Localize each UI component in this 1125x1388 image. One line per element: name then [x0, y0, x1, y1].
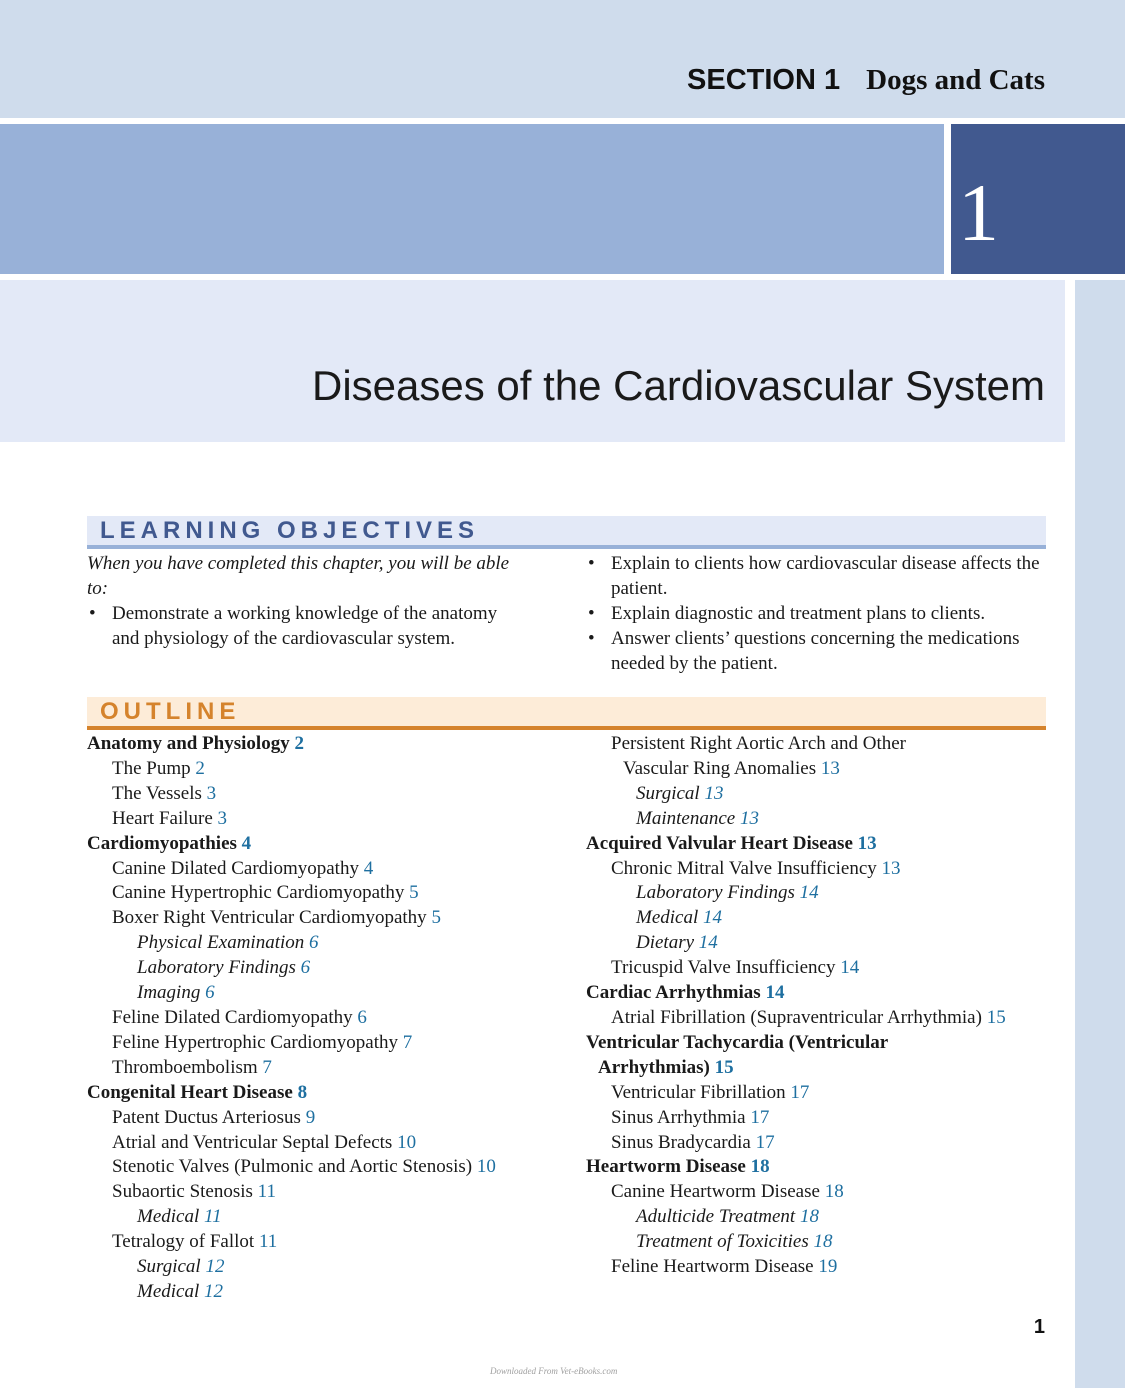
outline-page-number[interactable]: 12 [204, 1280, 224, 1302]
outline-entry-title: Anatomy and Physiology [87, 733, 290, 754]
outline-page-number[interactable]: 17 [790, 1081, 810, 1103]
outline-entry[interactable] [87, 782, 557, 807]
outline-entry-title: Cardiomyopathies [87, 832, 237, 854]
outline-page-number[interactable]: 14 [799, 882, 819, 904]
outline-page-number[interactable]: 3 [217, 807, 228, 829]
outline-entry-title: Laboratory Findings [636, 882, 795, 904]
outline-entry[interactable] [586, 857, 1056, 882]
outline-entry-title: Surgical [636, 782, 700, 804]
outline-entry-title: Sinus Bradycardia [611, 1131, 751, 1153]
objectives-list-left [87, 601, 527, 651]
outline-page-number[interactable]: 6 [309, 932, 319, 954]
outline-entry[interactable] [586, 732, 1056, 757]
outline-entry-title: Canine Heartworm Disease [611, 1181, 820, 1203]
outline-entry-title: Medical [137, 1206, 200, 1228]
outline-page-number[interactable]: 13 [881, 857, 901, 879]
outline-entry-title: Sinus Arrhythmia [611, 1106, 746, 1128]
outline-entry-title: Thromboembolism [112, 1056, 258, 1078]
learning-objectives-intro: When you have completed this chapter, you will be able to: [87, 553, 510, 599]
outline-page-number[interactable]: 14 [698, 932, 718, 954]
page-number: 1 [1033, 1316, 1045, 1338]
outline-entry-title: Congenital Heart Disease [87, 1081, 293, 1103]
chapter-title: Diseases of the Cardiovascular System [312, 362, 1045, 409]
outline-entry[interactable] [87, 1230, 557, 1255]
outline-entry-title: Surgical [137, 1256, 201, 1278]
outline-entry-title: Maintenance [636, 807, 736, 829]
outline-page-number[interactable]: 13 [857, 832, 877, 854]
outline-entry-title: Tetralogy of Fallot [112, 1231, 255, 1253]
outline-entry[interactable] [87, 931, 557, 956]
outline-entry-title: Atrial Fibrillation (Supraventricular Arrhythmia) [611, 1006, 982, 1028]
outline-page-number[interactable]: 13 [739, 807, 759, 829]
outline-page-number[interactable]: 12 [205, 1256, 225, 1278]
outline-page-number[interactable]: 18 [813, 1231, 833, 1253]
outline-entry[interactable] [87, 857, 557, 882]
outline-entry-title: Ventricular Tachycardia (Ventricular [586, 1031, 889, 1053]
outline-entry-title: Acquired Valvular Heart Disease [586, 832, 853, 854]
outline-entry-title: The Vessels [112, 782, 202, 804]
outline-entry-title-cont: Vascular Ring Anomalies [623, 757, 817, 779]
outline-entry[interactable] [586, 1106, 1056, 1131]
objective-item: • Explain to clients how cardiovascular disease affects the patient. [586, 551, 1048, 601]
outline-entry[interactable] [87, 807, 557, 832]
outline-page-number[interactable]: 14 [840, 957, 860, 979]
outline-entry[interactable] [87, 732, 557, 757]
outline-entry-title: Chronic Mitral Valve Insufficiency [611, 857, 877, 879]
outline-entry-title: Persistent Right Aortic Arch and Other [611, 733, 906, 754]
outline-page-number[interactable]: 6 [357, 1006, 367, 1028]
watermark: Downloaded From Vet-eBooks.com [490, 1366, 618, 1376]
outline-page-number[interactable]: 6 [205, 982, 215, 1004]
outline-page-number[interactable]: 4 [363, 857, 374, 879]
outline-entry[interactable] [586, 1255, 1056, 1280]
outline-entry[interactable] [586, 1031, 1056, 1056]
outline-entry[interactable] [586, 1205, 1056, 1230]
outline-entry[interactable] [586, 1006, 1056, 1031]
outline-entry[interactable] [87, 1155, 557, 1180]
outline-page-number[interactable]: 3 [206, 782, 217, 804]
outline-entry-title: Ventricular Fibrillation [611, 1081, 786, 1103]
outline-entry[interactable] [586, 832, 1056, 857]
outline-entry-title: Heartworm Disease [586, 1156, 746, 1178]
outline-entry[interactable] [87, 1255, 557, 1280]
outline-entry[interactable] [87, 956, 557, 981]
outline-page-number[interactable]: 2 [294, 733, 304, 754]
learning-objectives-heading: LEARNING OBJECTIVES [100, 517, 480, 544]
outline-entry[interactable] [586, 1180, 1056, 1205]
section-number: SECTION 1 [687, 64, 841, 96]
chapter-number: 1 [958, 167, 999, 258]
outline-page-number[interactable]: 15 [986, 1006, 1006, 1028]
objective-item: • Demonstrate a working knowledge of the anatomy and physiology of the cardiovascular system. [87, 601, 527, 651]
outline-page-number[interactable]: 18 [750, 1156, 770, 1178]
outline-page-number[interactable]: 14 [765, 982, 785, 1004]
chapter-title-band [0, 280, 1065, 442]
outline-page-number[interactable]: 18 [824, 1181, 844, 1203]
learning-objectives-left [87, 551, 527, 651]
outline-entry-title: Medical [137, 1280, 200, 1302]
outline-entry[interactable] [87, 832, 557, 857]
chapter-band [0, 124, 944, 274]
outline-entry[interactable] [87, 981, 557, 1006]
outline-column-right [586, 732, 1056, 1280]
outline-page-number[interactable]: 18 [799, 1206, 819, 1228]
outline-entry-title: Atrial and Ventricular Septal Defects [112, 1131, 393, 1153]
outline-entry-title: Dietary [636, 932, 695, 954]
outline-page-number[interactable]: 10 [476, 1156, 496, 1178]
outline-header [87, 697, 1046, 730]
outline-entry-title: Treatment of Toxicities [636, 1231, 809, 1253]
outline-entry[interactable] [586, 956, 1056, 981]
outline-entry[interactable] [586, 981, 1056, 1006]
outline-entry-title: Adulticide Treatment [636, 1206, 796, 1228]
objective-item: • Answer clients’ questions concerning the medications needed by the patient. [586, 626, 1048, 676]
objective-item: • Explain diagnostic and treatment plans to clients. [586, 601, 1048, 626]
outline-entry[interactable] [586, 807, 1056, 832]
outline-entry-title: Feline Hypertrophic Cardiomyopathy [112, 1031, 398, 1053]
outline-entry[interactable] [87, 1280, 557, 1305]
section-band [0, 0, 1125, 118]
outline-entry-title: Stenotic Valves (Pulmonic and Aortic Stenosis) [112, 1156, 473, 1178]
outline-entry[interactable] [87, 1205, 557, 1230]
outline-page-number[interactable]: 13 [704, 782, 724, 804]
outline-entry-title: Tricuspid Valve Insufficiency [611, 957, 836, 979]
section-name: Dogs and Cats [866, 64, 1045, 96]
outline-page-number[interactable]: 7 [402, 1031, 413, 1053]
outline-entry-title: Medical [636, 907, 699, 929]
outline-entry-title: Physical Examination [137, 932, 305, 954]
outline-page-number[interactable]: 19 [818, 1256, 838, 1278]
outline-entry[interactable] [586, 1230, 1056, 1255]
outline-entry[interactable] [87, 1131, 557, 1156]
outline-entry-title: Imaging [137, 982, 201, 1004]
learning-objectives-right [586, 551, 1048, 676]
outline-entry[interactable] [586, 1155, 1056, 1180]
outline-entry[interactable] [87, 1081, 557, 1106]
outline-entry[interactable] [87, 906, 557, 931]
outline-entry-title: Laboratory Findings [137, 957, 296, 979]
outline-entry-continued[interactable] [586, 1056, 1056, 1081]
outline-entry[interactable] [87, 1056, 557, 1081]
outline-page-number[interactable]: 7 [262, 1056, 272, 1078]
outline-entry-title: Canine Hypertrophic Cardiomyopathy [112, 882, 405, 904]
outline-heading: OUTLINE [100, 698, 241, 725]
outline-entry-title: Canine Dilated Cardiomyopathy [112, 857, 359, 879]
outline-entry[interactable] [586, 1131, 1056, 1156]
outline-entry[interactable] [87, 1006, 557, 1031]
section-label [687, 64, 1045, 97]
outline-page-number[interactable]: 2 [195, 757, 205, 779]
outline-entry-title: Subaortic Stenosis [112, 1181, 253, 1203]
outline-page-number[interactable]: 5 [431, 907, 441, 929]
outline-page-number[interactable]: 4 [241, 832, 252, 854]
outline-page-number[interactable]: 11 [204, 1206, 222, 1228]
outline-entry-title: Feline Heartworm Disease [611, 1256, 814, 1278]
side-strip [1075, 280, 1125, 1388]
outline-entry[interactable] [87, 1031, 557, 1056]
outline-page-number[interactable]: 17 [750, 1106, 770, 1128]
outline-page-number[interactable]: 17 [755, 1131, 775, 1153]
outline-entry-title: Feline Dilated Cardiomyopathy [112, 1006, 353, 1028]
objectives-list-right [586, 551, 1048, 676]
outline-entry[interactable] [586, 1081, 1056, 1106]
outline-entry[interactable] [87, 1180, 557, 1205]
outline-page-number[interactable]: 9 [305, 1106, 316, 1128]
outline-column-left [87, 732, 557, 1305]
outline-page-number[interactable]: 5 [409, 882, 419, 904]
outline-entry[interactable] [586, 931, 1056, 956]
outline-entry[interactable] [586, 782, 1056, 807]
outline-page-number[interactable]: 10 [397, 1131, 417, 1153]
outline-page-number[interactable]: 11 [257, 1181, 276, 1203]
outline-page-number[interactable]: 6 [300, 957, 311, 979]
outline-entry[interactable] [586, 881, 1056, 906]
outline-page-number[interactable]: 11 [258, 1231, 278, 1253]
outline-entry-continued[interactable] [586, 757, 1056, 782]
outline-entry[interactable] [586, 906, 1056, 931]
outline-entry[interactable] [87, 757, 557, 782]
outline-entry-title: Boxer Right Ventricular Cardiomyopathy [112, 907, 427, 929]
outline-page-number[interactable]: 14 [703, 907, 723, 929]
outline-page-number[interactable]: 13 [820, 757, 840, 779]
outline-entry-title: Heart Failure [112, 807, 213, 829]
learning-objectives-header [87, 516, 1046, 549]
outline-entry-title: The Pump [112, 757, 191, 779]
outline-entry[interactable] [87, 881, 557, 906]
outline-entry-title-cont: Arrhythmias) [598, 1056, 710, 1078]
outline-page-number[interactable]: 8 [297, 1081, 308, 1103]
outline-page-number[interactable]: 15 [714, 1056, 734, 1078]
outline-entry[interactable] [87, 1106, 557, 1131]
outline-entry-title: Patent Ductus Arteriosus [112, 1106, 301, 1128]
outline-entry-title: Cardiac Arrhythmias [586, 982, 761, 1004]
